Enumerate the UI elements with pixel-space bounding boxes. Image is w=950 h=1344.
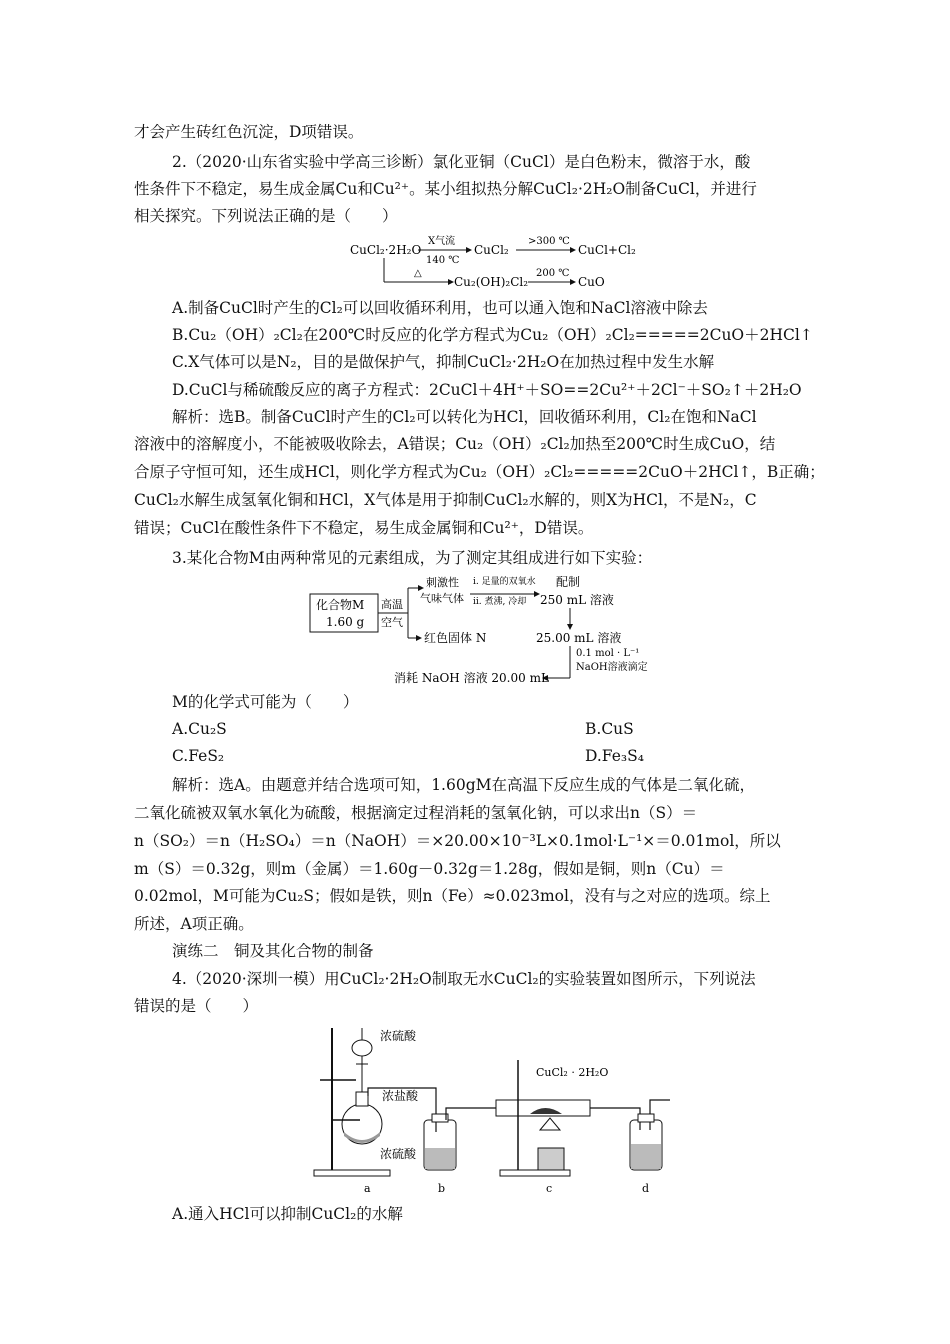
consumed: 消耗 NaOH 溶液 20.00 mL: [394, 671, 549, 685]
label-bottle-acid: 浓硫酸: [380, 1147, 417, 1161]
scheme-cond3: 200 ℃: [536, 268, 570, 279]
gas-line2: 气味气体: [420, 592, 464, 605]
analysis-line: n（SO₂）＝n（H₂SO₄）＝n（NaOH）＝×20.00×10⁻³L×0.1mol·L⁻¹×＝0.01mol，所以: [134, 832, 781, 850]
choice-a: A.Cu₂S: [172, 720, 227, 738]
letter-b: b: [438, 1182, 446, 1195]
section-heading: 演练二 铜及其化合物的制备: [172, 942, 374, 960]
label-hcl: 浓盐酸: [382, 1089, 419, 1103]
letter-a: a: [364, 1182, 371, 1195]
text-line: 错误的是（ ）: [134, 997, 259, 1015]
analysis-line: CuCl₂水解生成氢氧化铜和HCl，X气体是用于抑制CuCl₂水解的，则X为HCl，不是N₂，C: [134, 491, 757, 509]
letter-c: c: [546, 1182, 553, 1195]
box-line1: 化合物M: [316, 598, 365, 612]
label-top-acid: 浓硫酸: [380, 1029, 417, 1043]
text-line: 性条件下不稳定，易生成金属Cu和Cu²⁺。某小组拟热分解CuCl₂·2H₂O制备CuCl，并进行: [134, 180, 757, 198]
solution: 250 mL 溶液: [540, 593, 614, 607]
choice-c: C.FeS₂: [172, 747, 225, 765]
scheme-cond2: >300 ℃: [528, 236, 570, 247]
cond-bottom: 空气: [381, 616, 403, 629]
analysis-line: 错误；CuCl在酸性条件下不稳定，易生成金属铜和Cu²⁺，D错误。: [134, 519, 594, 537]
step1: i. 足量的双氧水: [473, 577, 536, 587]
scheme-branch-mid: Cu₂(OH)₂Cl₂: [454, 275, 529, 289]
option-a-q4: A.通入HCl可以抑制CuCl₂的水解: [172, 1205, 403, 1223]
gas-line1: 刺激性: [426, 576, 459, 589]
scheme-cond-top: X气流: [428, 236, 456, 247]
text-line: 相关探究。下列说法正确的是（ ）: [134, 207, 398, 225]
choice-d: D.Fe₃S₄: [585, 747, 644, 765]
label-sample: CuCl₂ · 2H₂O: [536, 1066, 609, 1079]
analysis-line: 解析：选B。制备CuCl时产生的Cl₂可以转化为HCl，回收循环利用，Cl₂在饱和NaCl: [172, 408, 757, 426]
prep: 配制: [556, 575, 581, 589]
titrant1: 0.1 mol · L⁻¹: [576, 648, 640, 659]
cond-top: 高温: [381, 598, 403, 611]
analysis-line: m（S）＝0.32g，则m（金属）＝1.60g－0.32g＝1.28g，假如是铜，则n（Cu）＝: [134, 860, 725, 878]
analysis-line: 溶液中的溶解度小，不能被吸收除去，A错误；Cu₂（OH）₂Cl₂加热至200℃时生成CuO，结: [134, 435, 776, 453]
scheme-branch-cond: △: [414, 268, 422, 279]
analysis-line: 0.02mol，M可能为Cu₂S；假如是铁，则n（Fe）≈0.023mol，没有与之对应的选项。综上: [134, 887, 771, 905]
analysis-line: 解析：选A。由题意并结合选项可知，1.60gM在高温下反应生成的气体是二氧化硫，: [172, 776, 756, 794]
aliquot: 25.00 mL 溶液: [536, 631, 622, 645]
step2: ii. 煮沸, 冷却: [473, 597, 527, 607]
analysis-line: 二氧化硫被双氧水氧化为硫酸，根据滴定过程消耗的氢氧化钠，可以求出n（S）＝: [134, 804, 698, 822]
titrant2: NaOH溶液滴定: [576, 662, 648, 673]
apparatus-diagram: [300, 1020, 680, 1198]
experiment-flowchart: [308, 572, 688, 690]
option-d: D.CuCl与稀硫酸反应的离子方程式：2CuCl＋4H⁺＋SO==2Cu²⁺＋2Cl⁻＋SO₂↑＋2H₂O: [172, 381, 802, 399]
scheme-cond-bottom: 140 ℃: [426, 255, 460, 266]
question-3-line: 3.某化合物M由两种常见的元素组成，为了测定其组成进行如下实验：: [172, 549, 653, 567]
option-c: C.X气体可以是N₂，目的是做保护气，抑制CuCl₂·2H₂O在加热过程中发生水解: [172, 353, 715, 371]
option-a: A.制备CuCl时产生的Cl₂可以回收循环利用，也可以通入饱和NaCl溶液中除去: [172, 299, 708, 317]
decomposition-scheme: [348, 232, 648, 292]
letter-d: d: [642, 1182, 650, 1195]
text-line: 才会产生砖红色沉淀，D项错误。: [134, 123, 364, 141]
scheme-mid: CuCl₂: [474, 243, 509, 257]
analysis-line: 合原子守恒可知，还生成HCl，则化学方程式为Cu₂（OH）₂Cl₂=====2CuO＋2HCl↑，B正确；: [134, 463, 825, 481]
scheme-reactant: CuCl₂·2H₂O: [350, 243, 422, 257]
analysis-line: 所述，A项正确。: [134, 915, 254, 933]
scheme-branch-product: CuO: [578, 275, 605, 289]
option-b: B.Cu₂（OH）₂Cl₂在200℃时反应的化学方程式为Cu₂（OH）₂Cl₂=====2CuO＋2HCl↑: [172, 326, 813, 344]
choice-b: B.CuS: [585, 720, 634, 738]
solid: 红色固体 N: [424, 631, 487, 645]
scheme-product: CuCl+Cl₂: [578, 243, 636, 257]
question-4-line: 4.（2020·深圳一模）用CuCl₂·2H₂O制取无水CuCl₂的实验装置如图所示，下列说法: [172, 970, 756, 988]
box-line2: 1.60 g: [326, 615, 365, 629]
question-2-line: 2.（2020·山东省实验中学高三诊断）氯化亚铜（CuCl）是白色粉末，微溶于水，酸: [172, 153, 751, 171]
question-3-prompt: M的化学式可能为（ ）: [172, 693, 359, 711]
